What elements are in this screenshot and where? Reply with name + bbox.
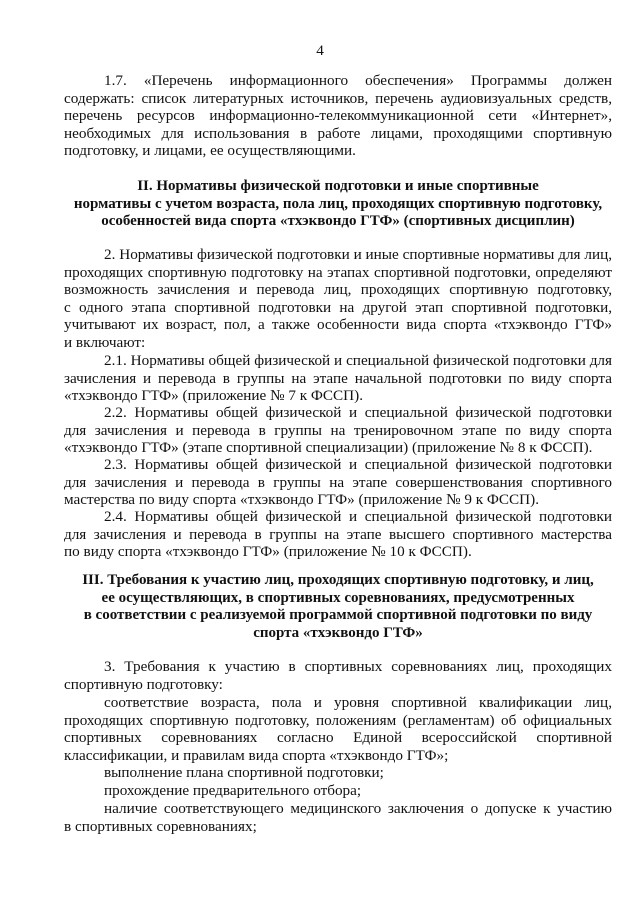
paragraph-2-1 [64, 352, 612, 405]
text-line: перечень ресурсов информационно-телекоммуникационной сети «Интернет», [64, 107, 612, 125]
heading-line: III. Требования к участию лиц, проходящих спортивную подготовку, и лиц, [82, 572, 594, 588]
text-line: 2.1. Нормативы общей физической и специальной физической подготовки для [104, 352, 612, 369]
paragraph-2-2 [64, 404, 612, 457]
text-line: соответствие возраста, пола и уровня спортивной квалификации лиц, [104, 694, 612, 711]
text-line: зачисления и перевода в группы на этапе начальной подготовки по виду спорта [64, 369, 612, 387]
page-number: 4 [316, 42, 324, 59]
paragraph-3 [64, 658, 612, 693]
text-line: спортивную подготовку: [64, 675, 223, 693]
requirement-item-plan [64, 764, 612, 782]
text-line: прохождение предварительного отбора; [104, 782, 362, 799]
heading-line: спорта «тхэквондо ГТФ» [253, 624, 423, 641]
paragraph-2-4 [64, 508, 612, 561]
text-line: для зачисления и перевода в группы на этапе совершенствования спортивного [64, 473, 612, 491]
text-line: возможность зачисления и перевода лиц, проходящих спортивную подготовку, [64, 281, 612, 299]
paragraph-1-7 [64, 72, 612, 160]
text-line: 3. Требования к участию в спортивных соревнованиях лиц, проходящих [104, 658, 612, 675]
text-line: 2. Нормативы физической подготовки и иные спортивные нормативы для лиц, [104, 246, 612, 263]
paragraph-2 [64, 246, 612, 352]
heading-line: II. Нормативы физической подготовки и иные спортивные [137, 178, 539, 194]
text-line: проходящих спортивную подготовку, положениям (регламентам) об официальных [64, 711, 612, 729]
text-line: классификации, и правилам вида спорта «тхэквондо ГТФ»; [64, 746, 449, 764]
text-line: 2.4. Нормативы общей физической и специальной физической подготовки [104, 508, 612, 525]
text-line: и включают: [64, 333, 146, 351]
text-line: в спортивных соревнованиях; [64, 817, 257, 835]
text-line: выполнение плана спортивной подготовки; [104, 764, 384, 781]
text-line: необходимых для использования в работе лицами, проходящими спортивную [64, 124, 612, 142]
text-line: «тхэквондо ГТФ» (этапе спортивной специализации) (приложение № 8 к ФССП). [64, 439, 593, 457]
text-line: 2.2. Нормативы общей физической и специальной физической подготовки [104, 404, 612, 421]
text-line: содержать: список литературных источников, перечень аудиовизуальных средств, [64, 89, 612, 107]
text-line: наличие соответствующего медицинского заключения о допуске к участию [104, 800, 612, 817]
section-heading-2 [64, 178, 612, 231]
requirement-item-qualification [64, 694, 612, 764]
heading-line: нормативы с учетом возраста, пола лиц, проходящих спортивную подготовку, [73, 195, 603, 212]
text-line: «тхэквондо ГТФ» (приложение № 7 к ФССП). [64, 387, 364, 405]
text-line: 2.3. Нормативы общей физической и специальной физической подготовки [104, 456, 612, 473]
paragraph-2-3 [64, 456, 612, 509]
text-line: с одного этапа спортивной подготовки на другой этап спортивной подготовки, [64, 298, 612, 316]
text-line: подготовку, и лицами, ее осуществляющими. [64, 142, 356, 160]
text-line: по виду спорта «тхэквондо ГТФ» (приложение № 10 к ФССП). [64, 543, 472, 561]
requirement-item-selection [64, 782, 612, 800]
text-line: проходящих спортивную подготовку на этапах спортивной подготовки, определяют [64, 263, 612, 281]
text-line: учитывают их возраст, пол, а также особенности вида спорта «тхэквондо ГТФ» [64, 316, 612, 334]
heading-line: в соответствии с реализуемой программой спортивной подготовки по виду [83, 607, 593, 624]
text-line: для зачисления и перевода в группы на этапе высшего спортивного мастерства [64, 525, 612, 543]
text-line: 1.7. «Перечень информационного обеспечения» Программы должен [104, 72, 612, 89]
heading-line: особенностей вида спорта «тхэквондо ГТФ» (спортивных дисциплин) [101, 213, 575, 230]
section-heading-3 [64, 572, 612, 642]
text-line: для зачисления и перевода в группы на тренировочном этапе по виду спорта [64, 421, 612, 439]
text-line: спортивных соревнованиях согласно Единой всероссийской спортивной [64, 729, 612, 747]
requirement-item-medical [64, 800, 612, 835]
heading-line: ее осуществляющих, в спортивных соревнованиях, предусмотренных [101, 589, 575, 606]
text-line: мастерства по виду спорта «тхэквондо ГТФ» (приложение № 9 к ФССП). [64, 491, 540, 509]
